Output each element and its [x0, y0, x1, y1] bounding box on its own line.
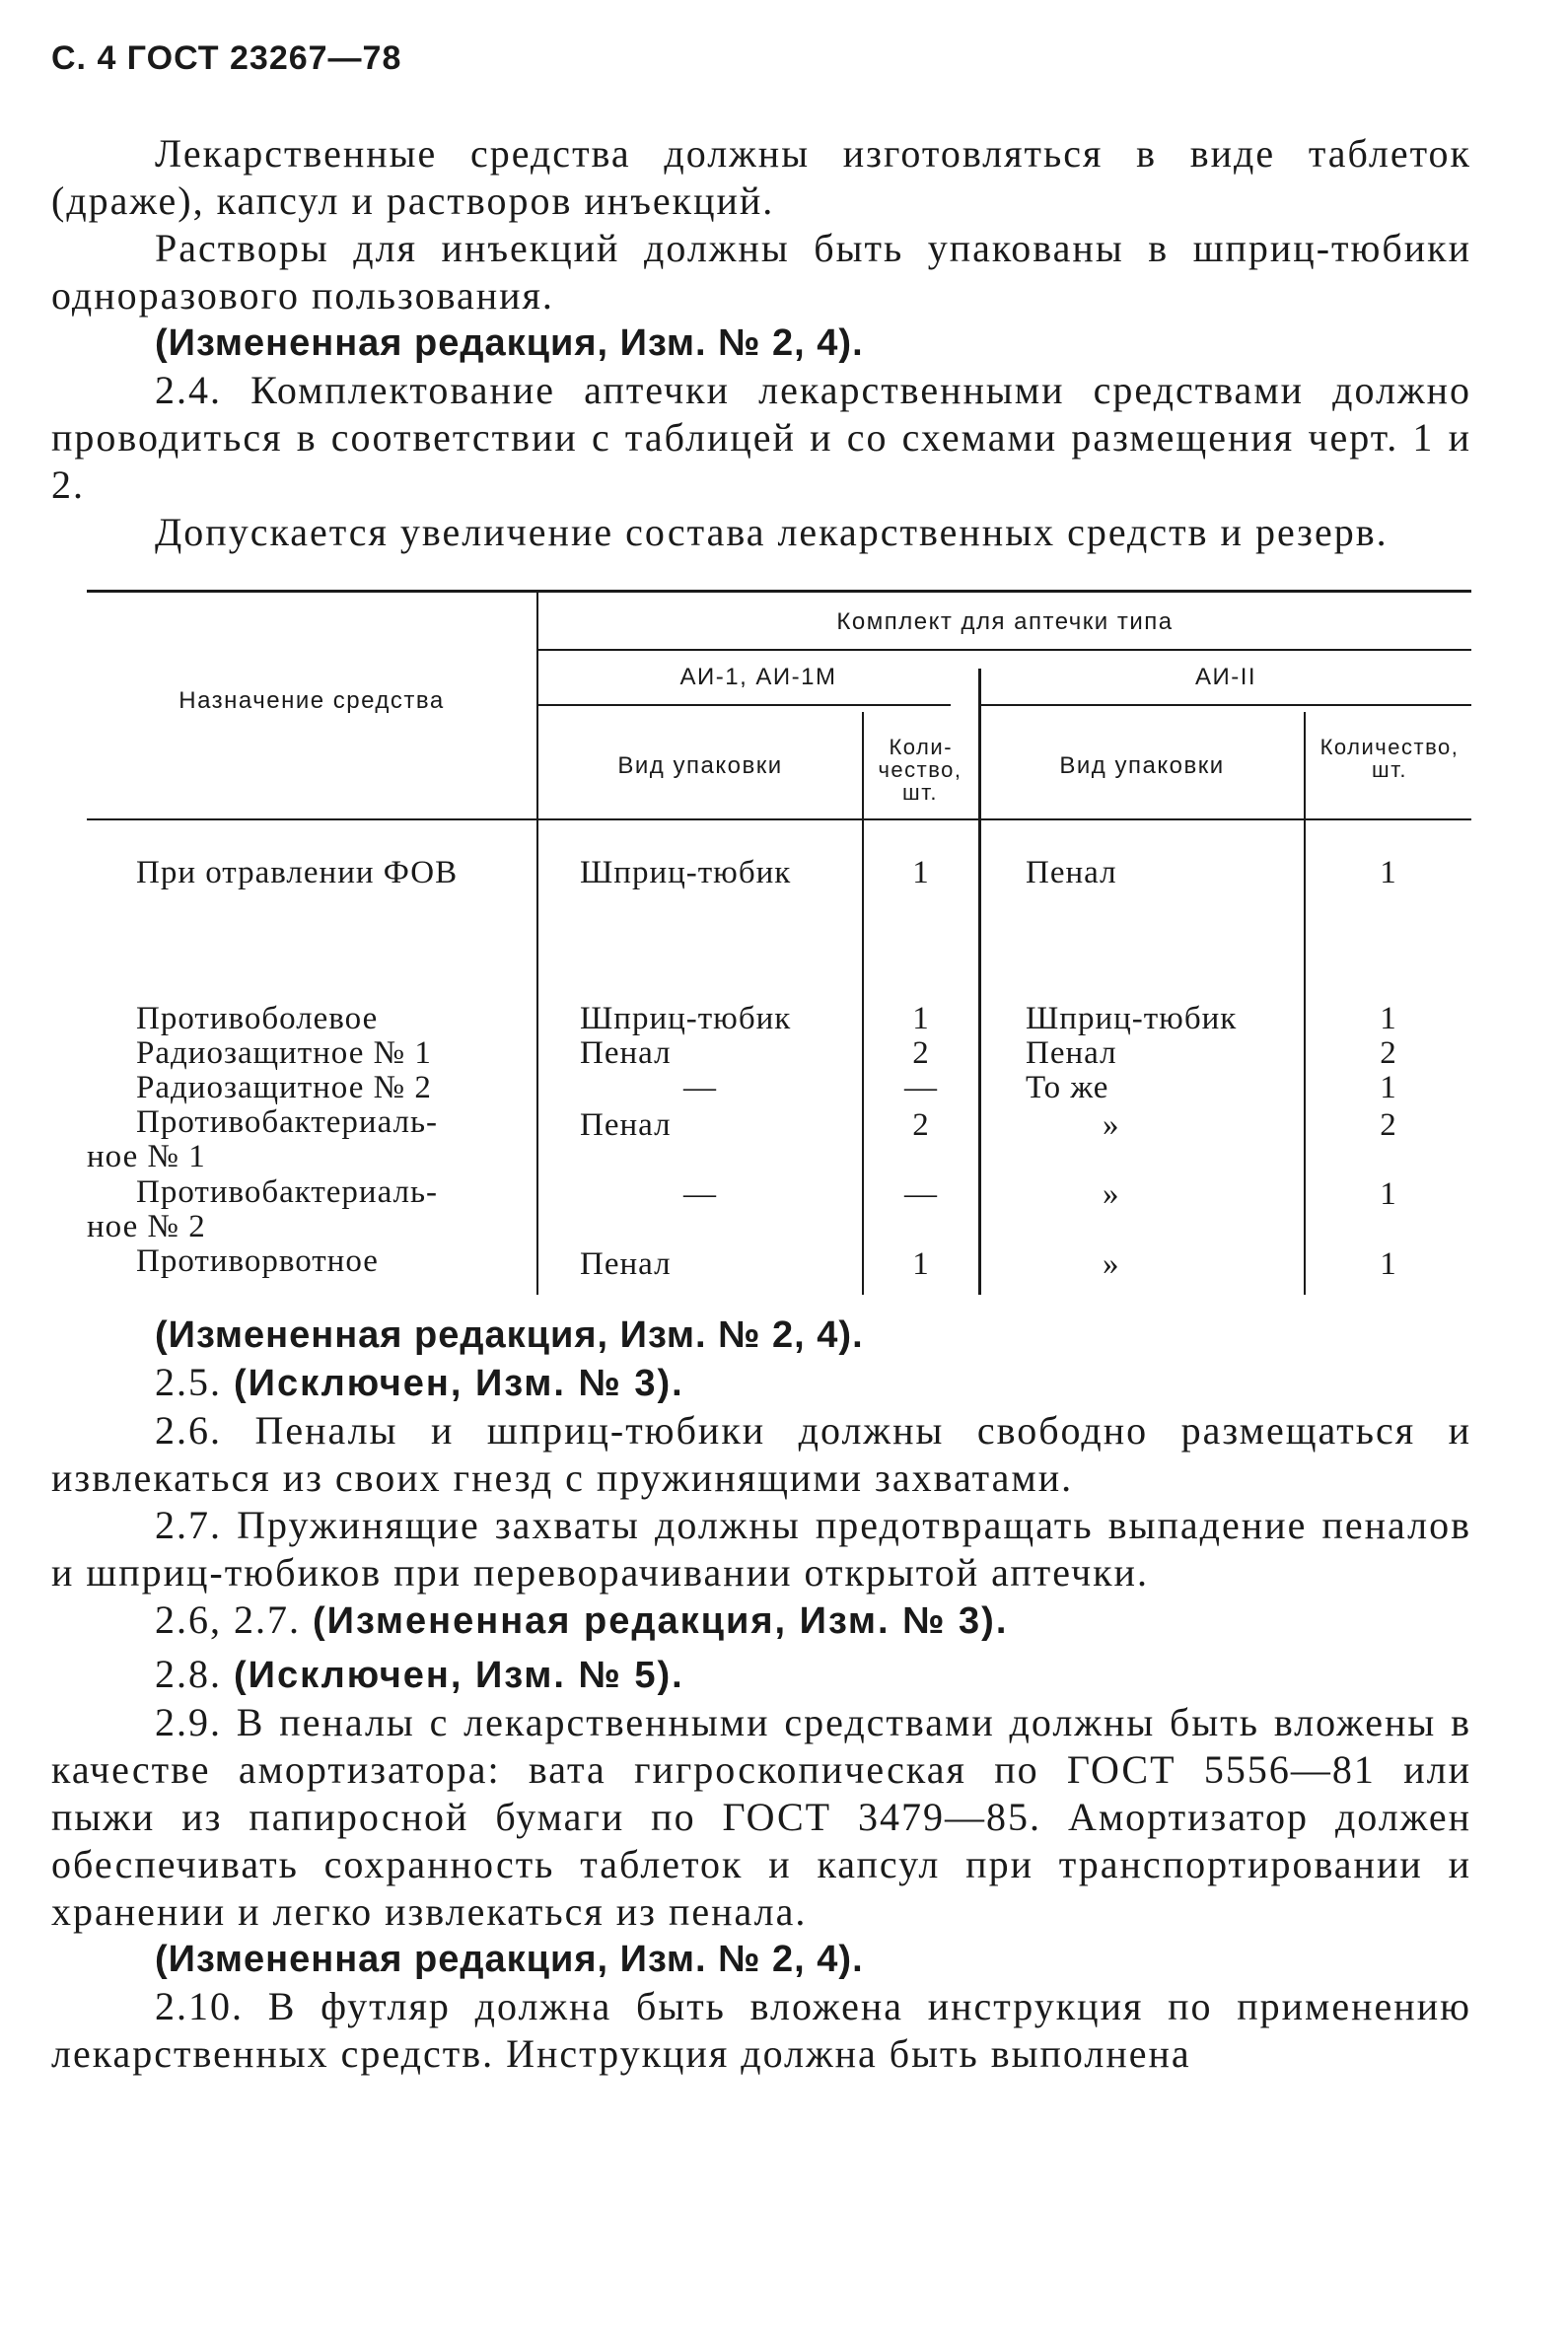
paragraph-2-7: 2.7. Пружинящие захваты должны предотвращать выпадение пеналов и шприц-тюбиков при переворачивании открытой аптечки. — [51, 1503, 1471, 1595]
row-3-pack-a: Пенал — [580, 1035, 672, 1071]
row-2-qty-b: 1 — [1380, 1001, 1397, 1036]
paragraph-2-8 — [51, 1651, 1471, 1699]
row-7-qty-b: 1 — [1380, 1246, 1397, 1282]
amendment-note-3: (Измененная редакция, Изм. № 2, 4). — [155, 1939, 864, 1980]
header-type-b: АИ-II — [1194, 664, 1257, 690]
after-table-section — [51, 1312, 1471, 2078]
row-3-purpose: Радиозащитное № 1 — [136, 1035, 432, 1071]
row-2-qty-a: 1 — [912, 1001, 930, 1036]
row-7-pack-a: Пенал — [580, 1246, 672, 1282]
header-kit-type: Комплект для аптечки типа — [836, 608, 1174, 635]
row-6-pack-b: » — [1103, 1176, 1120, 1212]
row-7-qty-a: 1 — [912, 1246, 930, 1282]
row-4-pack-a: — — [683, 1070, 717, 1105]
type-b-underline — [980, 704, 1471, 706]
paragraph-reserve: Допускается увеличение состава лекарственных средств и резерв. — [155, 510, 1389, 554]
amendment-note: (Измененная редакция, Изм. № 2, 4). — [155, 322, 864, 364]
paragraph-2-10: 2.10. В футляр должна быть вложена инструкция по применению лекарственных средств. Инструкция должна быть выполнена — [51, 1984, 1471, 2076]
row-2-pack-b: Шприц-тюбик — [1026, 1001, 1238, 1036]
group-underline — [538, 649, 1471, 651]
row-2-pack-a: Шприц-тюбик — [580, 1001, 792, 1036]
row-5-qty-b: 2 — [1380, 1107, 1397, 1143]
row-3-qty-a: 2 — [912, 1035, 930, 1071]
row-6-pack-a: — — [683, 1176, 717, 1212]
row-5-qty-a: 2 — [912, 1107, 930, 1143]
row-1-purpose: При отравлении ФОВ — [136, 855, 459, 890]
header-qty-b: Количество, шт. — [1319, 735, 1460, 782]
row-6-purpose-cont: ное № 2 — [87, 1209, 206, 1244]
row-6-qty-b: 1 — [1380, 1176, 1397, 1212]
table-top-rule — [87, 590, 1471, 593]
page-header: С. 4 ГОСТ 23267—78 — [51, 39, 402, 77]
paragraph-medicines-form: Лекарственные средства должны изготовляться в виде таблеток (драже), капсул и растворов инъекций. — [51, 131, 1471, 223]
intro-section — [51, 130, 1471, 556]
paragraph-2-4: 2.4. Комплектование аптечки лекарственными средствами должно проводиться в соответствии с таблицей и со схемами размещения черт. 1 и 2. — [51, 368, 1471, 507]
row-7-purpose: Противорвотное — [136, 1243, 379, 1279]
paragraph-2-6-2-7-text: (Измененная редакция, Изм. № 3). — [313, 1600, 1009, 1642]
row-3-pack-b: Пенал — [1026, 1035, 1117, 1071]
paragraph-2-8-number: 2.8. — [155, 1652, 222, 1696]
row-6-purpose: Противобактериаль- — [136, 1174, 439, 1210]
row-4-purpose: Радиозащитное № 2 — [136, 1070, 432, 1105]
paragraph-2-9: 2.9. В пеналы с лекарственными средствами должны быть вложены в качестве амортизатора: вата гигроскопическая по ГОСТ 5556—81 или пыжи из папиросной бумаги по ГОСТ 3479—85. Амортизатор должен обеспечивать сохранность таблеток и капсул при транспортировании и хранении и легко извлекаться из пенала. — [51, 1700, 1471, 1934]
row-3-qty-b: 2 — [1380, 1035, 1397, 1071]
type-a-underline — [538, 704, 951, 706]
row-4-qty-b: 1 — [1380, 1070, 1397, 1105]
header-type-a: АИ-1, АИ-1М — [679, 664, 837, 690]
header-pack-b: Вид упаковки — [1059, 752, 1225, 779]
paragraph-2-5-number: 2.5. — [155, 1360, 222, 1404]
row-6-qty-a: — — [904, 1176, 938, 1212]
paragraph-2-5-text: (Исключен, Изм. № 3). — [234, 1363, 684, 1404]
row-1-pack-a: Шприц-тюбик — [580, 855, 792, 890]
row-4-pack-b: То же — [1026, 1070, 1109, 1105]
row-5-purpose: Противобактериаль- — [136, 1104, 439, 1140]
paragraph-2-6: 2.6. Пеналы и шприц-тюбики должны свободно размещаться и извлекаться из своих гнезд с пружинящими захватами. — [51, 1408, 1471, 1500]
header-bottom-rule — [87, 818, 1471, 820]
amendment-note-2: (Измененная редакция, Изм. № 2, 4). — [155, 1314, 864, 1356]
medicines-table — [87, 590, 1471, 1295]
header-purpose: Назначение средства — [178, 687, 445, 714]
row-1-pack-b: Пенал — [1026, 855, 1117, 890]
header-qty-a: Количество, шт. — [878, 735, 962, 805]
paragraph-2-6-2-7-note — [51, 1596, 1471, 1645]
row-2-purpose: Противоболевое — [136, 1001, 379, 1036]
row-4-qty-a: — — [904, 1070, 938, 1105]
paragraph-2-5 — [51, 1359, 1471, 1407]
row-1-qty-b: 1 — [1380, 855, 1397, 890]
row-7-pack-b: » — [1103, 1246, 1120, 1282]
row-5-purpose-cont: ное № 1 — [87, 1139, 206, 1174]
paragraph-2-8-text: (Исключен, Изм. № 5). — [234, 1655, 684, 1696]
paragraph-injection-packaging: Растворы для инъекций должны быть упакованы в шприц-тюбики одноразового пользования. — [51, 226, 1471, 318]
paragraph-2-6-2-7-number: 2.6, 2.7. — [155, 1597, 301, 1642]
row-5-pack-b: » — [1103, 1107, 1120, 1143]
header-pack-a: Вид упаковки — [617, 752, 783, 779]
row-5-pack-a: Пенал — [580, 1107, 672, 1143]
row-1-qty-a: 1 — [912, 855, 930, 890]
